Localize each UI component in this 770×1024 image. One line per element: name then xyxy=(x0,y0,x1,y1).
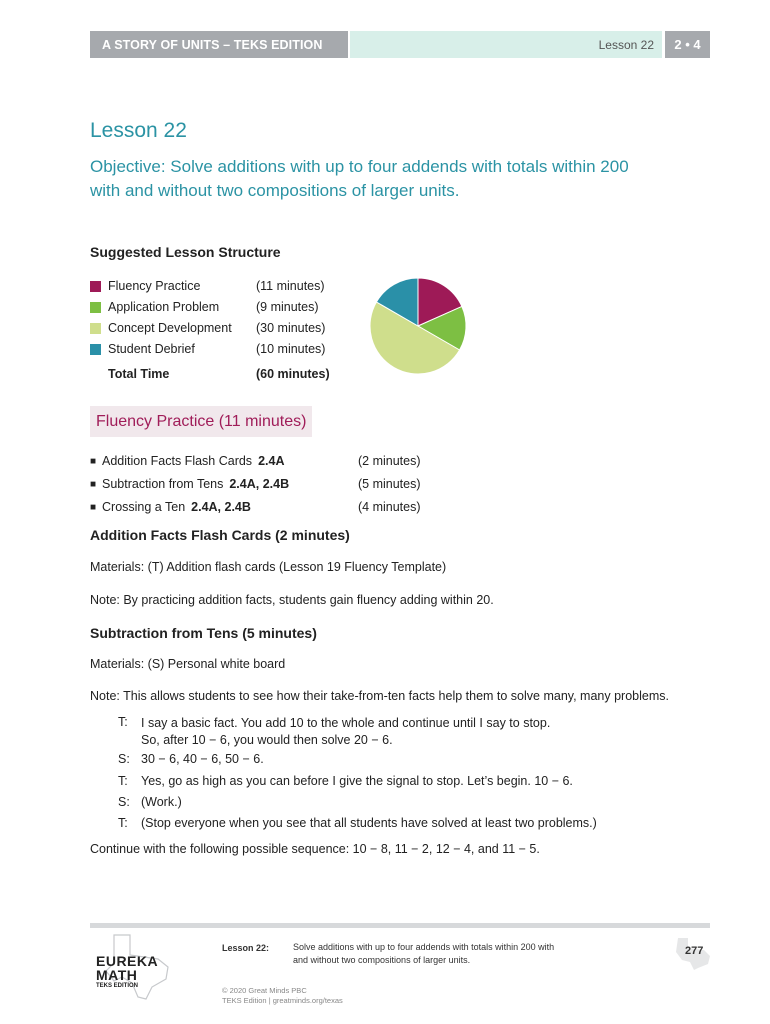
dialog-line xyxy=(118,715,550,749)
subtraction-note: Note: This allows students to see how their take-from-ten facts help them to solve many, many problems. xyxy=(90,689,669,703)
objective xyxy=(90,155,710,203)
total-time: (60 minutes) xyxy=(256,367,330,381)
logo-line: EUREKA xyxy=(96,953,159,969)
footer-divider xyxy=(90,923,710,928)
dialog-line xyxy=(118,752,264,766)
structure-row xyxy=(90,297,319,317)
site-line: TEKS Edition | greatminds.org/texas xyxy=(222,996,343,1005)
dialog-speaker: S: xyxy=(118,752,130,766)
fluency-item-name: Addition Facts Flash Cards xyxy=(102,454,253,468)
dialog-text: I say a basic fact. You add 10 to the whole and continue until I say to stop. xyxy=(141,716,551,730)
lesson-structure-pie xyxy=(366,274,470,378)
structure-total-row xyxy=(90,364,330,384)
eureka-math-logo xyxy=(96,954,158,990)
flash-cards-materials: Materials: (T) Addition flash cards (Lesson 19 Fluency Template) xyxy=(90,560,447,574)
fluency-item-standard: 2.4A, 2.4B xyxy=(191,500,251,514)
fluency-item xyxy=(90,474,430,494)
swatch-application xyxy=(90,302,101,313)
structure-heading: Suggested Lesson Structure xyxy=(90,244,281,260)
objective-line-2: with and without two compositions of larger units. xyxy=(90,181,460,200)
dialog-speaker: T: xyxy=(118,715,128,729)
objective-line-1: Objective: Solve additions with up to four addends with totals within 200 xyxy=(90,157,629,176)
bullet-icon: ■ xyxy=(90,455,97,467)
total-label: Total Time xyxy=(108,367,170,381)
structure-time: (10 minutes) xyxy=(256,342,326,356)
structure-time: (30 minutes) xyxy=(256,321,326,335)
fluency-item-name: Crossing a Ten xyxy=(102,500,186,514)
fluency-item-name: Subtraction from Tens xyxy=(102,477,224,491)
dialog-text: Yes, go as high as you can before I give the signal to stop. Let’s begin. 10 − 6. xyxy=(141,774,573,788)
dialog-line xyxy=(118,795,182,809)
structure-label: Application Problem xyxy=(108,300,220,314)
fluency-item xyxy=(90,451,430,471)
swatch-fluency xyxy=(90,281,101,292)
series-title: A STORY OF UNITS – TEKS EDITION xyxy=(102,37,323,52)
structure-time: (11 minutes) xyxy=(256,279,325,293)
footer-lesson-label: Lesson 22: xyxy=(222,943,270,953)
lesson-banner xyxy=(350,31,662,58)
fluency-item-time: (5 minutes) xyxy=(358,477,421,491)
dialog-text: (Stop everyone when you see that all students have solved at least two problems.) xyxy=(141,816,597,830)
structure-label: Student Debrief xyxy=(108,342,195,356)
dialog-line xyxy=(118,774,573,788)
header-lesson: Lesson 22 xyxy=(598,37,654,52)
subtraction-materials: Materials: (S) Personal white board xyxy=(90,657,286,671)
structure-label: Concept Development xyxy=(108,321,232,335)
dialog-speaker: S: xyxy=(118,795,130,809)
fluency-item xyxy=(90,497,430,517)
structure-label: Fluency Practice xyxy=(108,279,201,293)
footer-desc-line: and without two compositions of larger units. xyxy=(293,955,471,965)
structure-row xyxy=(90,318,325,338)
fluency-item-time: (2 minutes) xyxy=(358,454,421,468)
series-banner xyxy=(90,31,348,58)
flash-cards-note: Note: By practicing addition facts, students gain fluency adding within 20. xyxy=(90,593,494,607)
fluency-item-time: (4 minutes) xyxy=(358,500,421,514)
page-title: Lesson 22 xyxy=(90,119,187,142)
flash-cards-heading: Addition Facts Flash Cards (2 minutes) xyxy=(90,527,350,543)
swatch-concept xyxy=(90,323,101,334)
dialog-line xyxy=(118,816,597,830)
dialog-text: (Work.) xyxy=(141,795,182,809)
subtraction-heading: Subtraction from Tens (5 minutes) xyxy=(90,625,317,641)
dialog-text: So, after 10 − 6, you would then solve 20 − 6. xyxy=(141,733,393,747)
dialog-speaker: T: xyxy=(118,774,128,788)
footer-description xyxy=(293,941,583,967)
fluency-heading-text: Fluency Practice (11 minutes) xyxy=(96,412,307,430)
bullet-icon: ■ xyxy=(90,478,97,490)
dialog-text: 30 − 6, 40 − 6, 50 − 6. xyxy=(141,752,264,766)
dialog-speaker: T: xyxy=(118,816,128,830)
swatch-debrief xyxy=(90,344,101,355)
module-badge xyxy=(665,31,710,58)
footer-copyright xyxy=(222,986,343,1006)
copyright-line: © 2020 Great Minds PBC xyxy=(222,986,307,995)
footer-desc-line: Solve additions with up to four addends with totals within 200 with xyxy=(293,942,555,952)
fluency-item-standard: 2.4A xyxy=(258,454,285,468)
fluency-item-standard: 2.4A, 2.4B xyxy=(229,477,290,491)
structure-row xyxy=(90,276,325,296)
continue-sequence: Continue with the following possible sequence: 10 − 8, 11 − 2, 12 − 4, and 11 − 5. xyxy=(90,842,540,856)
fluency-heading xyxy=(90,406,312,437)
bullet-icon: ■ xyxy=(90,501,97,513)
logo-line: TEKS EDITION xyxy=(96,983,139,989)
page-number: 277 xyxy=(685,945,704,957)
module-label: 2 • 4 xyxy=(674,37,701,52)
logo-line: MATH xyxy=(96,967,138,983)
structure-row xyxy=(90,339,325,359)
structure-time: (9 minutes) xyxy=(256,300,319,314)
